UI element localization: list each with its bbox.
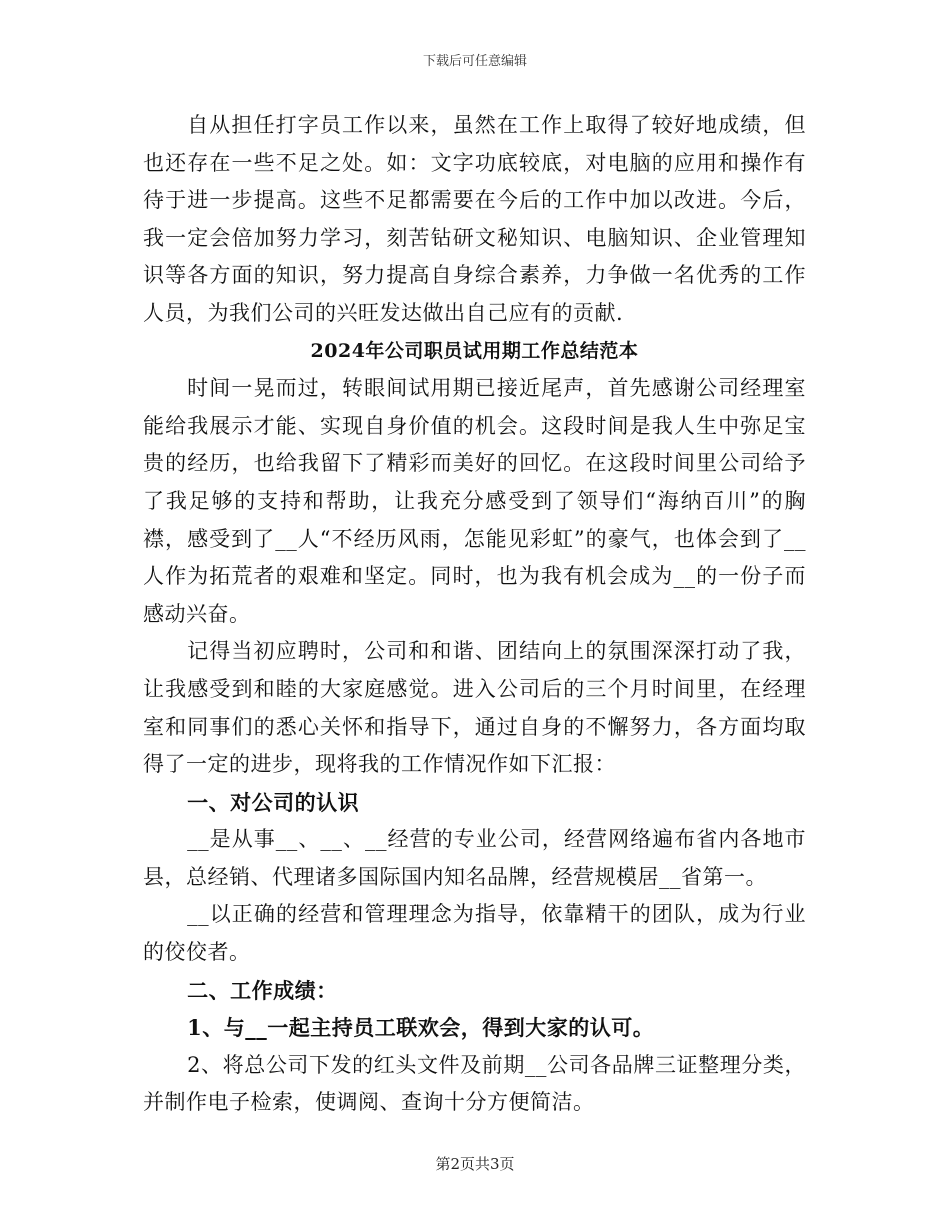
page-header: 下载后可任意编辑: [422, 54, 527, 69]
paragraph-company-business: __是从事__、__、__经营的专业公司，经营网络遍布省内各地市县，总经销、代理诸多国际国内知名品牌，经营规模居__省第一。: [143, 827, 806, 889]
section-heading-achievements: 二、工作成绩：: [187, 977, 338, 1003]
intro-paragraph: 自从担任打字员工作以来，虽然在工作上取得了较好地成绩，但也还存在一些不足之处。如：文字功底较底，对电脑的应用和操作有待于进一步提高。这些不足都需要在今后的工作中加以改进。今后，我一定会倍加努力学习，刻苦钻研文秘知识、电脑知识、企业管理知识等各方面的知识，努力提高自身综合素养，力争做一名优秀的工作人员，为我们公司的兴旺发达做出自己应有的贡献.: [143, 113, 806, 325]
paragraph-gratitude: 时间一晃而过，转眼间试用期已接近尾声，首先感谢公司经理室能给我展示才能、实现自身价值的机会。这段时间是我人生中弥足宝贵的经历，也给我留下了精彩而美好的回忆。在这段时间里公司给予了我足够的支持和帮助，让我充分感受到了领导们“海纳百川”的胸襟，感受到了__人“不经历风雨，怎能见彩虹”的豪气，也体会到了__人作为拓荒者的艰难和坚定。同时，也为我有机会成为__的一份子而感动兴奋。: [143, 376, 806, 626]
section-heading-company: 一、对公司的认识: [187, 789, 360, 815]
document-body: [143, 107, 806, 1122]
paragraph-recruitment: 记得当初应聘时，公司和和谐、团结向上的氛围深深打动了我，让我感受到和睦的大家庭感觉。进入公司后的三个月时间里，在经理室和同事们的悉心关怀和指导下，通过自身的不懈努力，各方面均取得了一定的进步，现将我的工作情况作如下汇报：: [143, 639, 806, 777]
page-number: 第2页共3页: [435, 1155, 515, 1173]
achievement-item-1: 1、与__一起主持员工联欢会，得到大家的认可。: [187, 1015, 655, 1041]
achievement-item-2: 2、将总公司下发的红头文件及前期__公司各品牌三证整理分类，并制作电子检索，使调阅、查询十分方便简洁。: [143, 1052, 806, 1115]
document-title: 2024年公司职员试用期工作总结范本: [310, 339, 639, 362]
paragraph-company-philosophy: __以正确的经营和管理理念为指导，依靠精干的团队，成为行业的佼佼者。: [143, 902, 806, 965]
